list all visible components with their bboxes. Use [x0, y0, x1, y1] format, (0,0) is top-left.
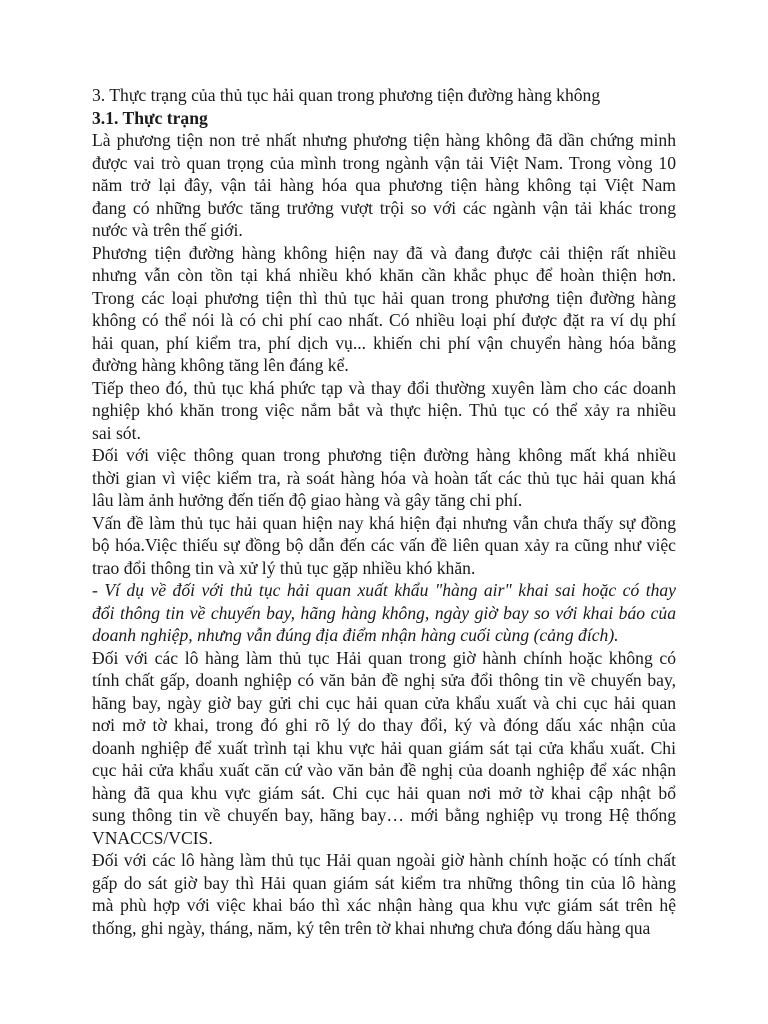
text-line: hãng bay, ngày giờ bay gửi chi cục hải quan cửa khẩu xuất và chi cục hải quan [92, 692, 676, 713]
text-line: Đối với các lô hàng làm thủ tục Hải quan ngoài giờ hành chính hoặc có tính chất [92, 850, 676, 870]
document-page [92, 84, 676, 939]
text-line: tính chất gấp, doanh nghiệp có văn bản đề nghị sửa đổi thông tin về chuyến bay, [92, 670, 676, 690]
text-line: nhưng vẫn còn tồn tại khá nhiều khó khăn cần khắc phục để hoàn thiện hơn. [92, 265, 676, 285]
text-line: nghiệp khó khăn trong việc nắm bắt và thực hiện. Thủ tục có thể xảy ra nhiều [92, 400, 676, 420]
text-line: doanh nghiệp để xuất trình tại khu vực hải quan giám sát tại cửa khẩu xuất. Chi [92, 737, 676, 758]
text-line: thời gian vì việc kiểm tra, rà soát hàng hóa và hoàn tất các thủ tục hải quan khá [92, 467, 676, 488]
text-line: gấp do sát giờ bay thì Hải quan giám sát kiểm tra những thông tin của lô hàng [92, 872, 676, 893]
document-body [92, 129, 676, 939]
text-line: năm trở lại đây, vận tải hàng hóa qua phương tiện hàng không tại Việt Nam [92, 175, 676, 195]
text-line: Đối với các lô hàng làm thủ tục Hải quan trong giờ hành chính hoặc không có [92, 647, 676, 668]
text-line: doanh nghiệp, nhưng vẫn đúng địa điểm nhận hàng cuối cùng (cảng đích). [92, 625, 619, 645]
text-line: thống, ghi ngày, tháng, năm, ký tên trên tờ khai nhưng chưa đóng dấu hàng qua [92, 917, 651, 938]
subsection-heading: 3.1. Thực trạng [92, 107, 208, 128]
text-line: sung thông tin về chuyến bay, hãng bay… mới bằng nghiệp vụ trong Hệ thống [92, 805, 676, 825]
text-line: - Ví dụ về đối với thủ tục hải quan xuất khẩu "hàng air" khai sai hoặc có thay [92, 580, 676, 600]
text-line: cục hải cửa khẩu xuất căn cứ vào văn bản đề nghị của doanh nghiệp để xác nhận [92, 760, 676, 780]
text-line: trao đổi thông tin và xử lý thủ tục gặp nhiều khó khăn. [92, 557, 476, 578]
text-line: không có thể nói là có chi phí cao nhất. Có nhiều loại phí được đặt ra ví dụ phí [92, 310, 676, 330]
text-line: hải quan, phí kiểm tra, phí dịch vụ... khiến chi phí vận chuyển hàng hóa bằng [92, 332, 676, 353]
text-line: Tiếp theo đó, thủ tục khá phức tạp và thay đổi thường xuyên làm cho các doanh [92, 377, 676, 398]
text-line: đường hàng không tăng lên đáng kể. [92, 355, 349, 375]
text-line: đang có những bước tăng trưởng vượt trội so với các ngành vận tải khác trong [92, 197, 676, 218]
section-heading: 3. Thực trạng của thủ tục hải quan trong phương tiện đường hàng không [92, 85, 601, 105]
paragraph [92, 579, 676, 647]
paragraph [92, 377, 676, 445]
text-line: hàng đã qua khu vực giám sát. Chi cục hải quan nơi mở tờ khai cập nhật bổ [92, 782, 676, 803]
text-line: mà phù hợp với việc khai báo thì xác nhận hàng qua khu vực giám sát trên hệ [92, 895, 676, 915]
text-line: lâu làm ảnh hưởng đến tiến độ giao hàng và gây tăng chi phí. [92, 490, 523, 510]
text-line: Trong các loại phương tiện thì thủ tục hải quan trong phương tiện đường hàng [92, 287, 676, 308]
paragraph [92, 129, 676, 242]
text-line: Là phương tiện non trẻ nhất nhưng phương tiện hàng không đã dần chứng minh [92, 130, 676, 150]
text-line: bộ hóa.Việc thiếu sự đồng bộ dẫn đến các vấn đề liên quan xảy ra cũng như việc [92, 535, 676, 555]
text-line: được vai trò quan trọng của mình trong ngành vận tải Việt Nam. Trong vòng 10 [92, 152, 676, 173]
paragraph [92, 849, 676, 939]
text-line: đổi thông tin về chuyến bay, hãng hàng không, ngày giờ bay so với khai báo của [92, 602, 676, 623]
text-line: VNACCS/VCIS. [92, 827, 213, 848]
paragraph [92, 444, 676, 512]
paragraph [92, 242, 676, 377]
paragraph [92, 647, 676, 850]
text-line: Vấn đề làm thủ tục hải quan hiện nay khá hiện đại nhưng vẫn chưa thấy sự đồng [92, 512, 676, 533]
paragraph [92, 512, 676, 580]
text-line: Đối với việc thông quan trong phương tiện đường hàng không mất khá nhiều [92, 445, 676, 465]
text-line: nước và trên thế giới. [92, 220, 243, 240]
text-line: nơi mở tờ khai, trong đó ghi rõ lý do thay đổi, ký và đóng dấu xác nhận của [92, 715, 676, 735]
text-line: sai sót. [92, 422, 141, 443]
text-line: Phương tiện đường hàng không hiện nay đã và đang được cải thiện rất nhiều [92, 242, 676, 263]
